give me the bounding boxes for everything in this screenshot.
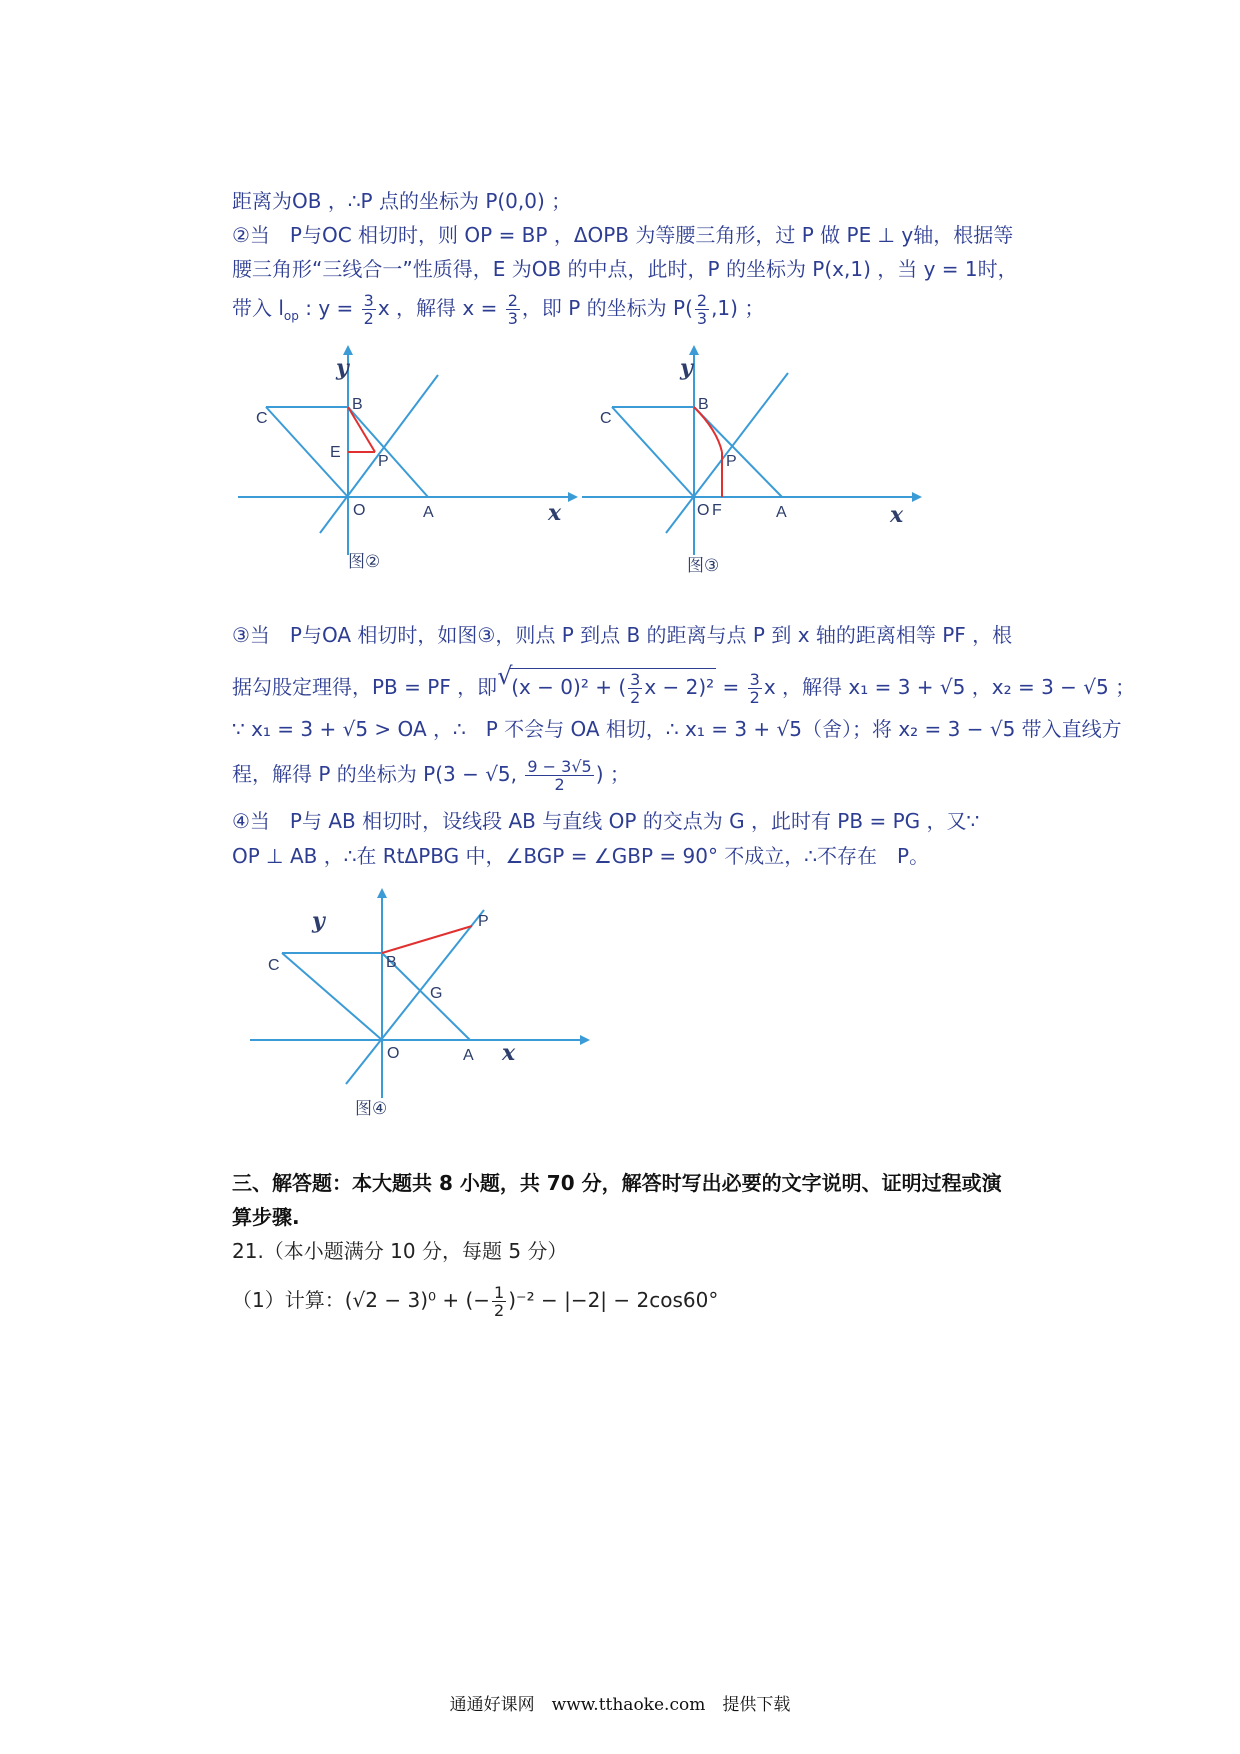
frac-den: 2 — [363, 309, 374, 328]
point-a: A — [463, 1047, 474, 1064]
figure-3 — [582, 345, 922, 589]
text-seg: : y = — [298, 296, 360, 320]
point-b: B — [386, 954, 397, 971]
question-21-part-1 — [232, 1284, 718, 1319]
fraction — [362, 292, 376, 327]
y-label: y — [312, 908, 325, 934]
text-seg: ,1) ； — [711, 296, 765, 320]
sqrt — [497, 662, 716, 707]
text-seg: 带入 l — [232, 296, 284, 320]
text-seg: ，即 P 的坐标为 P( — [521, 296, 693, 320]
figure-2-svg — [238, 345, 578, 585]
section-heading-line-1: 三、解答题：本大题共 8 小题，共 70 分，解答时写出必要的文字说明、证明过程或演 — [232, 1171, 1002, 1195]
text-seg: 据勾股定理得，PB = PF ，即 — [232, 675, 498, 699]
text-line-7: ∵ x₁ = 3 + √5 > OA ，∴ P 不会与 OA 相切，∴ x₁ = 3 + √5（舍）；将 x₂ = 3 − √5 带入直线方 — [232, 717, 1122, 741]
text-line-3: 腰三角形“三线合一”性质得，E 为OB 的中点，此时，P 的坐标为 P(x,1) ，当 y = 1时， — [232, 257, 1018, 281]
text-seg: x − 2)² — [644, 675, 715, 699]
point-b: B — [698, 396, 709, 413]
figure-2 — [238, 345, 578, 589]
fraction — [628, 671, 642, 706]
fraction — [506, 292, 520, 327]
point-p: P — [478, 913, 489, 930]
frac-den: 2 — [749, 688, 760, 707]
point-o: O — [697, 502, 710, 519]
figure-3-svg — [582, 345, 922, 585]
y-label: y — [680, 355, 693, 381]
y-arrow — [689, 345, 699, 355]
x-label: x — [890, 502, 904, 528]
fraction — [748, 671, 762, 706]
frac-den: 2 — [630, 688, 641, 707]
text-line-2: ②当 P与OC 相切时，则 OP = BP ，ΔOPB 为等腰三角形，过 P 做 PE ⊥ y轴，根据等 — [232, 223, 1014, 247]
figure-4-svg — [250, 888, 590, 1128]
text-line-9: ④当 P与 AB 相切时，设线段 AB 与直线 OP 的交点为 G ，此时有 PB = PG ，又∵ — [232, 809, 980, 833]
frac-den: 3 — [507, 309, 518, 328]
frac-num: 3 — [363, 291, 374, 310]
text-line-1: 距离为OB ，∴P 点的坐标为 P(0,0) ； — [232, 189, 572, 213]
question-21-title: 21.（本小题满分 10 分，每题 5 分） — [232, 1239, 568, 1263]
segment-co — [282, 953, 382, 1040]
section-heading-line-2: 算步骤. — [232, 1205, 300, 1229]
segment-bp — [348, 407, 375, 452]
text-seg: （1）计算：(√2 − 3)⁰ + (− — [232, 1288, 491, 1312]
text-seg: 程，解得 P 的坐标为 P(3 − √5, — [232, 762, 524, 786]
frac-num: 9 − 3√5 — [527, 757, 592, 776]
y-arrow — [343, 345, 353, 355]
segment-co — [612, 407, 694, 497]
text-seg: (x − 0)² + ( — [511, 675, 627, 699]
text-seg: x ，解得 x₁ = 3 + √5 ，x₂ = 3 − √5 ； — [763, 675, 1136, 699]
text-line-4 — [232, 292, 764, 329]
fraction — [525, 758, 593, 793]
point-b: B — [352, 396, 363, 413]
y-label: y — [336, 355, 349, 381]
text-seg: = — [716, 675, 746, 699]
frac-den: 2 — [494, 1301, 505, 1320]
figure-4 — [250, 888, 590, 1132]
point-o: O — [387, 1045, 400, 1062]
figure-caption: 图④ — [355, 1099, 388, 1119]
point-a: A — [423, 504, 434, 521]
text-line-5: ③当 P与OA 相切时，如图③，则点 P 到点 B 的距离与点 P 到 x 轴的距离相等 PF ，根 — [232, 623, 1013, 647]
frac-num: 2 — [696, 291, 708, 310]
figure-caption: 图③ — [687, 556, 720, 576]
text-line-10: OP ⊥ AB ，∴在 RtΔPBG 中，∠BGP = ∠GBP = 90° 不成立，∴不存在 P。 — [232, 844, 930, 868]
frac-num: 3 — [749, 670, 760, 689]
text-line-6 — [232, 662, 1136, 707]
segment-bp — [382, 926, 472, 953]
text-line-8 — [232, 758, 630, 793]
text-sub: op — [283, 309, 299, 323]
point-g: G — [430, 985, 443, 1002]
point-e: E — [330, 444, 341, 461]
frac-num: 2 — [507, 291, 518, 310]
x-arrow — [580, 1035, 590, 1045]
x-arrow — [568, 492, 578, 502]
segment-bp — [694, 407, 722, 452]
text-seg: x ，解得 x = — [377, 296, 504, 320]
point-c: C — [600, 410, 612, 427]
sqrt-sign-icon: √ — [497, 662, 513, 690]
footer: 通通好课网 www.tthaoke.com 提供下载 — [449, 1695, 791, 1715]
point-o: O — [353, 502, 366, 519]
fraction — [695, 292, 709, 327]
figure-caption: 图② — [348, 552, 381, 572]
point-f: F — [712, 502, 722, 519]
frac-num: 1 — [494, 1283, 505, 1302]
point-p: P — [726, 453, 737, 470]
frac-den: 2 — [554, 775, 565, 794]
point-c: C — [256, 410, 268, 427]
y-arrow — [377, 888, 387, 898]
point-p: P — [378, 453, 389, 470]
x-label: x — [502, 1040, 516, 1066]
frac-den: 3 — [696, 309, 708, 328]
text-seg: ) ； — [595, 762, 630, 786]
frac-num: 3 — [630, 670, 641, 689]
fraction — [492, 1284, 506, 1319]
text-seg: )⁻² − |−2| − 2cos60° — [508, 1288, 719, 1312]
point-a: A — [776, 504, 787, 521]
x-arrow — [912, 492, 922, 502]
point-c: C — [268, 957, 280, 974]
x-label: x — [548, 500, 562, 526]
